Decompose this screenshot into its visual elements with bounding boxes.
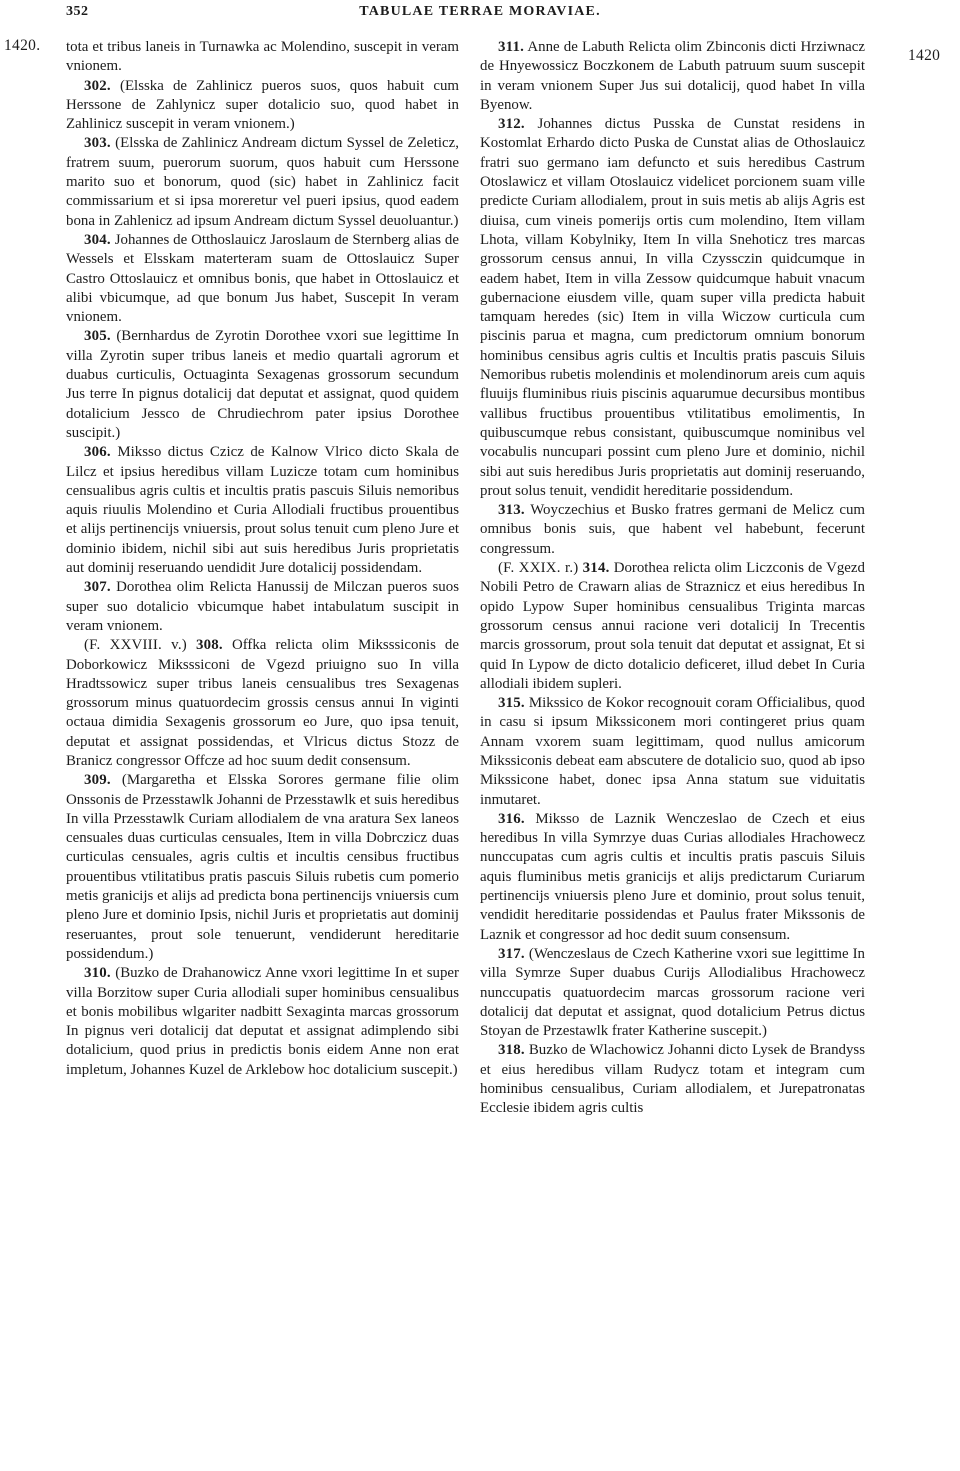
entry-paragraph	[66, 578, 459, 636]
entry-text: Dorothea relicta olim Liczconis de Vgezd Nobili Petro de Crawarn alias de Straznicz et eius heredibus In opido Lypow Super hominibus censualibus Triginta marcas grossorum census annui racione veri dotalicij In Trecentis marcis grossorum, prout sola tenuit dat deputat et assignat, Et si quid In Lypow de dicto dotalicio deficeret, illud debet In Curia allodiali ibidem supleri.	[480, 560, 865, 692]
right-column	[480, 38, 865, 1119]
continuation-text: tota et tribus laneis in Turnawka ac Molendino, suscepit in veram vnionem.	[66, 39, 459, 75]
entry-number: 306.	[84, 444, 111, 461]
continuation-paragraph	[66, 38, 459, 77]
entry-paragraph	[480, 501, 865, 559]
entry-number: 303.	[84, 135, 111, 152]
entry-paragraph	[66, 134, 459, 230]
entry-paragraph	[66, 231, 459, 327]
entry-text: Dorothea olim Relicta Hanussij de Milczan pueros suos super suo dotalicio vbicumque habet intabulatum suscipit in veram vnionem.	[66, 579, 459, 634]
entry-number: 313.	[498, 502, 525, 519]
entry-paragraph	[66, 443, 459, 578]
entry-paragraph	[480, 38, 865, 115]
entry-text: (Margaretha et Elsska Sorores germane filie olim Onssonis de Przesstawlk Johanni de Przesstawlk et suis heredibus In villa Przesstawlk Curiam allodialem de vna aratura Sex laneos censuales duas curticulas censuales, Item in villa Dobrczicz duas curticulas censuales, agris cultis et incultis censibus fructibus prouentibus vtilitatibus pratis pascuis Siluis rubetis cum pomerio metis granicijs et alijs ad predicta bona pertinencijs vniuersis cum pleno Jure et dominio Ipsis, nichil Juris et proprietatis aut dominij reseruantes, prout sole tenuerunt, vendiderunt hereditarie possidendum.)	[66, 772, 459, 962]
entry-text: Anne de Labuth Relicta olim Zbinconis dicti Hrziwnacz de Hnyewossicz Boczkonem de Labuth patruum suum suscepit in veram vnionem Super Jus sui dotalicij, quod habet In villa Byenow.	[480, 39, 865, 113]
entry-text: Miksso de Laznik Wenczeslao de Czech et eius heredibus In villa Symrzye duas Curias allodiales Hrachowecz nunccupatas cum agris cultis et incultis pratis pascuis Siluis aquis fluminibus metis granicijs et alijs predictarum Curiarum pertinencijs vniuersis pleno Jure et dominio, prout solus tenuit, vendidit hereditarie possidendas et Paulus frater Mikssonis de Laznik et congressor ad hoc dedit suum consensum.	[480, 810, 865, 943]
entry-text: Offka relicta olim Miksssiconis de Doborkowicz Miksssiconi de Vgezd priuigno suo In villa Hradtssowicz super tribus laneis censualibus tres Sexagenas grossorum minus quatuordecim grossis census annui In viginti octaua dimidia Sexagenis grossorum eo Jure, quo ipsa tenuit, deputat et assignat possidendas, et Vlricus dictus Stozz de Branicz congressor Offcze ad hoc suum dedit consensum.	[66, 637, 459, 769]
entry-text: (Elsska de Zahlinicz pueros suos, quos habuit cum Herssone de Zahlynicz super dotalicio suo, quod habet in Zahlinicz suscepit in veram vnionem.)	[66, 77, 459, 133]
entry-text: Mikssico de Kokor recognouit coram Officialibus, quod in casu si ipsum Mikssiconem mori contingeret prius quam Annam vxorem suam legittimam, quod nullus amicorum Mikssiconis debeat eam abscutere de dotalicio suo, quod ab ipso Mikssicone habet, donec ipsa Anna statum sue viduitatis inmutaret.	[480, 695, 865, 808]
page-number: 352	[66, 4, 89, 19]
margin-year-left: 1420.	[4, 37, 41, 54]
entry-number: 305.	[84, 328, 111, 345]
left-entries	[66, 77, 459, 1080]
entry-number: 304.	[84, 231, 111, 248]
page-header	[0, 2, 960, 24]
entry-paragraph	[480, 810, 865, 945]
entry-paragraph	[480, 1041, 865, 1118]
entry-text: (Buzko de Drahanowicz Anne vxori legittime In et super villa Borzitow super Curia allodiali super hominibus censualibus et bonis mobilibus wlgariter nadbitt Sexaginta marcas grossorum In pignus veri dotalicij dat deputat et assignat adimplendo sibi dotalicium, quod prius in predictis bonis eidem Anne non erat impletum, Johannes Kuzel de Arklebow hoc dotalicium suscepit.)	[66, 965, 459, 1078]
entry-paragraph	[480, 115, 865, 501]
entry-paragraph	[66, 327, 459, 443]
entry-number: 312.	[498, 116, 525, 133]
entry-number: 309.	[84, 772, 111, 789]
entry-number: 302.	[84, 77, 111, 94]
folio-reference: (F. XXVIII. v.)	[84, 637, 187, 654]
entry-number: 308.	[196, 637, 223, 654]
entry-number: 310.	[84, 965, 111, 982]
entry-text: Johannes dictus Pusska de Cunstat residens in Kostomlat Erhardo dicto Puska de Cunstat alias de Othoslauicz fratri suo germano iam defuncto et suis heredibus Castrum Otoslawicz et villam Otoslauicz videlicet porcionem suam ville predicte Curiam allodialem, prout in suis metis ab alijs Agris est diuisa, cum vineis pomerijs ortis cum molendino, Item villam Lhota, villam Kobylniky, Item In villa Snehoticz tres marcas grossorum census annui, In villa Czyssczin quidcumque in eadem habet, Item in villa Zessow quidcumque habuit vnacum gubernacione eiusdem ville, quam super villa predicta habuit tamquam heredes (sic) Item in villa Wiczow curticula cum piscinis parua et magna, cum predictorum omnium bonorum hominibus censibus agris cultis et Incultis pratis pascuis Siluis Nemoribus rubetis molendinis et molendinorum areis cum aquis fluuijs fluminibus riuis piscinis aquarumue decursibus montibus vallibus fructibus prouentibus vtilitatibus emolimentis, In quibuscumque rebus consistant, quibuscumque nominibus vel vocabulis nuncupari possint cum pleno Jure et dominio, nichil sibi aut suis heredibus Juris proprietatis aut dominij reseruando, prout solus tenuit, vendidit hereditarie possidendum.	[480, 116, 865, 499]
entry-text: Johannes de Otthoslauicz Jaroslaum de Sternberg alias de Wessels et Elsskam materteram suam de Ottoslauicz Super Castro Ottoslauicz et omnibus bonis, que habet in Ottoslauicz et alibi vbicumque, ad que bonum Jus habet, Suscepit In veram vnionem.	[66, 231, 459, 326]
entry-number: 314.	[582, 560, 610, 577]
entry-paragraph	[66, 771, 459, 964]
right-entries	[480, 38, 865, 1119]
entry-number: 318.	[498, 1042, 525, 1059]
running-title: TABULAE TERRAE MORAVIAE.	[359, 4, 601, 19]
entry-paragraph	[66, 964, 459, 1080]
entry-text: Woyczechius et Busko fratres germani de Melicz cum omnibus bonis suis, que habent vel habebunt, fecerunt congressum.	[480, 502, 865, 557]
entry-paragraph	[66, 636, 459, 771]
entry-number: 315.	[498, 695, 525, 712]
entry-paragraph	[66, 77, 459, 135]
entry-paragraph	[480, 559, 865, 694]
entry-text: Buzko de Wlachowicz Johanni dicto Lysek de Brandyss et eius heredibus villam Rudycz totam et integram cum hominibus censualibus, Curiam allodialem, et Jurepatronatas Ecclesie ibidem agris cultis	[480, 1042, 865, 1117]
entry-number: 316.	[498, 810, 525, 827]
entry-text: (Elsska de Zahlinicz Andream dictum Syssel de Zeleticz, fratrem suum, puerorum suorum, quos habuit cum Herssone marito suo et bonorum, quod (sic) habet in Zahlinicz facit commissarium et si ipsa moreretur vel pueri ipsius, quod eadem bona in Zahlenicz ad ipsum Andream dictum Syssel deuoluantur.)	[66, 135, 459, 229]
entry-number: 307.	[84, 579, 111, 596]
entry-text: Miksso dictus Czicz de Kalnow Vlrico dicto Skala de Lilcz et ipsius heredibus villam Luzicze totam cum hominibus censualibus agris cultis et incultis pratis pascuis Siluis nemoribus aquis riuulis Molendino et Curia Allodiali fructibus prouentibus et alijs pertinencijs vniuersis, prout solus tenuit cum pleno Jure et dominio ibidem, nichil sibi aut suis heredibus Juris proprietatis aut dominij reseruando uendidit Jure dotalicij possidendam.	[66, 444, 459, 577]
entry-paragraph	[480, 945, 865, 1041]
margin-year-right: 1420	[908, 47, 941, 64]
entry-number: 317.	[498, 945, 525, 962]
entry-text: (Wenczeslaus de Czech Katherine vxori sue legittime In villa Symrze Super duabus Curijs Allodialibus Hrachowecz nunccupatis quatuordecim marcas grossorum racione veri dotalicij dat deputat et assignat, quod dotalicium Petrus dictus Stoyan de Przestawlk frater Katherine suscepit.)	[480, 945, 865, 1040]
entry-text: (Bernhardus de Zyrotin Dorothee vxori sue legittime In villa Zyrotin super tribus laneis et medio quartali agrorum et duabus curticulis, Octuaginta Sexagenas grossorum secundum Jus terre In pignus dotalicij dat deputat et assignat, quod quidem dotalicium Jessco de Chrudiechrom pater ipsius Dorothee suscipit.)	[66, 328, 459, 441]
entry-number: 311.	[498, 39, 525, 55]
left-column	[66, 38, 459, 1080]
entry-paragraph	[480, 694, 865, 810]
folio-reference: (F. XXIX. r.)	[498, 560, 579, 577]
